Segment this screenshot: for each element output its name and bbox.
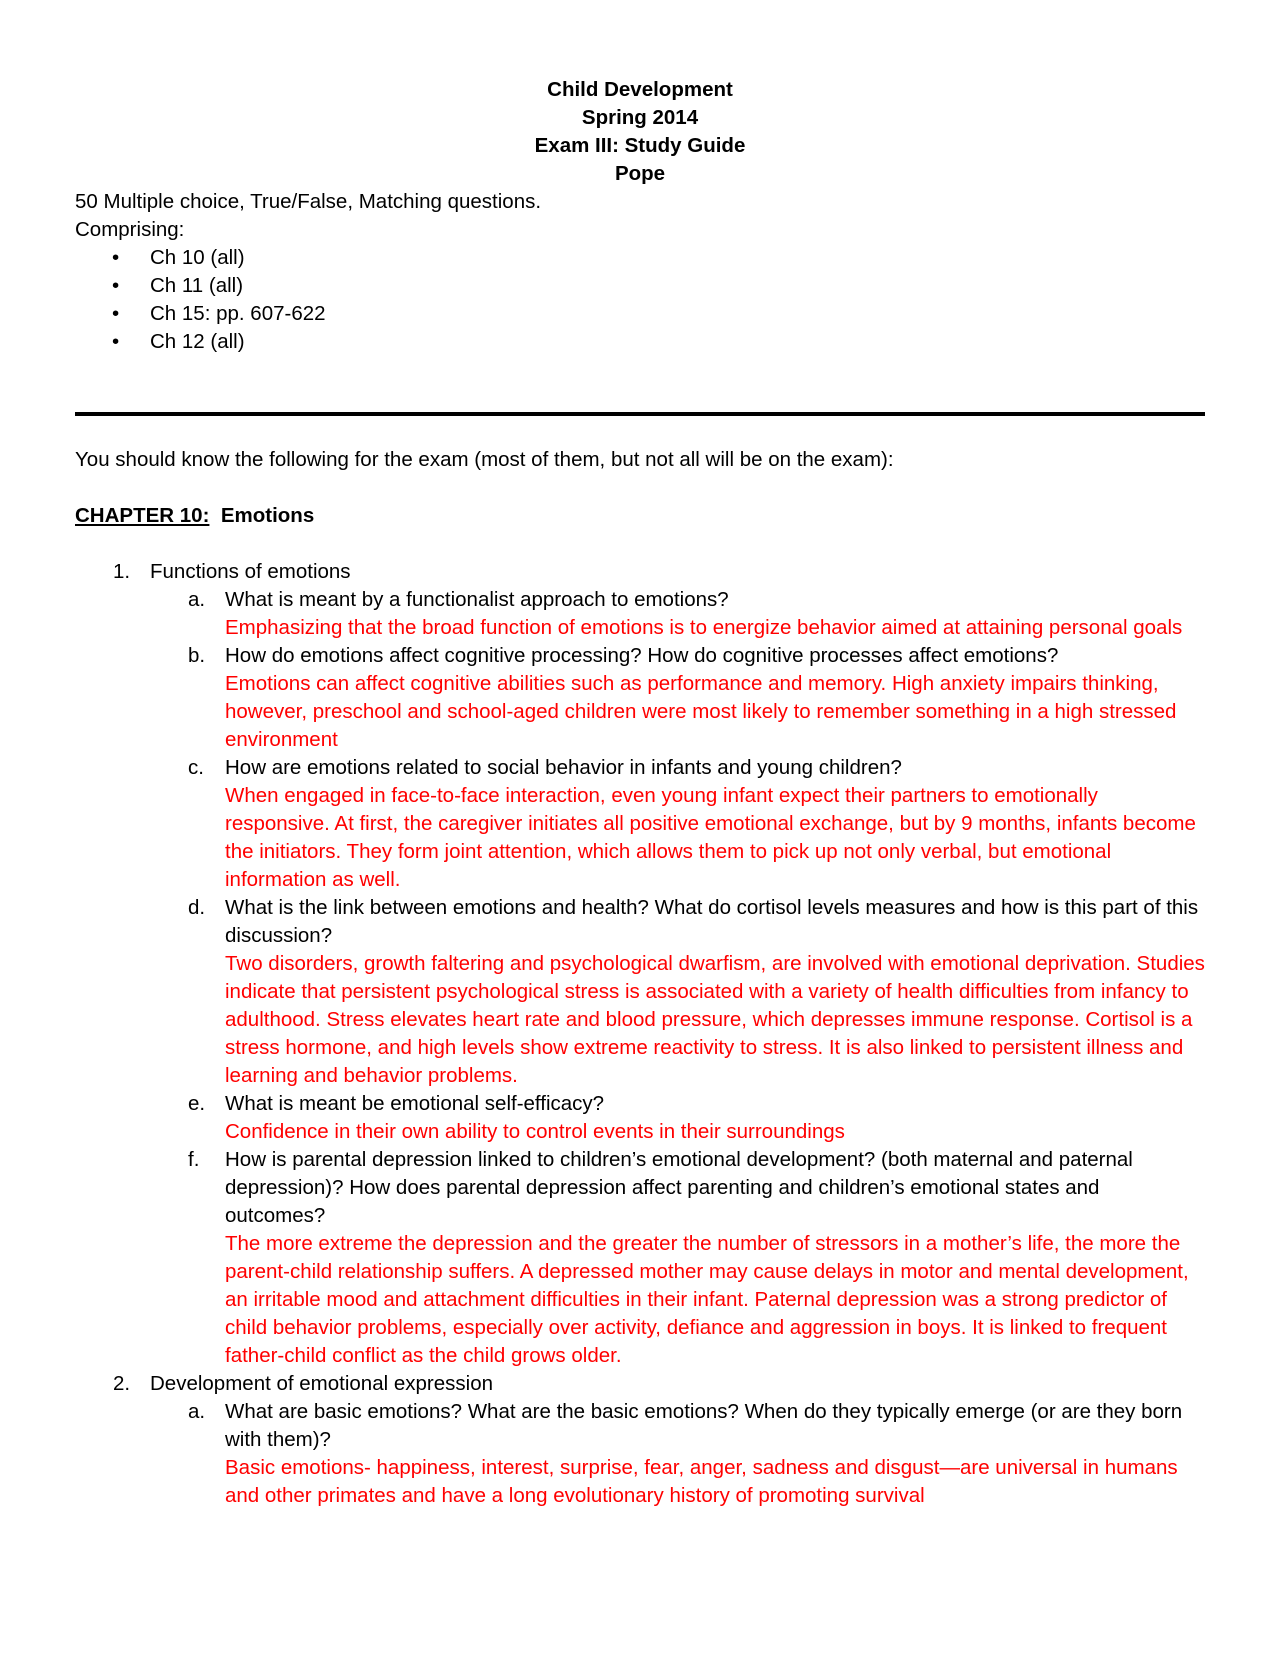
question-text: How do emotions affect cognitive processing? How do cognitive processes affect emotions?	[225, 644, 1059, 667]
section-divider	[75, 412, 1205, 416]
comprising-label: Comprising:	[75, 218, 185, 241]
document-page	[75, 76, 1205, 1510]
answer-text: Emotions can affect cognitive abilities such as performance and memory. High anxiety impairs thinking, however, preschool and school-aged children were most likely to remember something in a high stressed environment	[225, 672, 1177, 751]
answer-text: Confidence in their own ability to control events in their surroundings	[225, 1120, 845, 1143]
chapter-heading	[75, 502, 1205, 530]
item-letter: b.	[188, 644, 206, 667]
list-item: • Ch 15: pp. 607-622	[75, 300, 1205, 328]
bullet-icon: •	[112, 302, 120, 325]
topic-title: Development of emotional expression	[150, 1372, 493, 1395]
topic-list	[75, 558, 1205, 1510]
topic-functions-of-emotions	[75, 558, 1205, 586]
exam-title: Exam III: Study Guide	[534, 134, 746, 157]
course-title: Child Development	[547, 78, 733, 101]
answer-text: Emphasizing that the broad function of emotions is to energize behavior aimed at attaining personal goals	[225, 616, 1183, 639]
question-item	[75, 642, 1205, 754]
topic-number: 2.	[113, 1372, 131, 1395]
topic-development-of-emotional-expression	[75, 1370, 1205, 1398]
answer-text: Basic emotions- happiness, interest, surprise, fear, anger, sadness and disgust—are universal in humans and other primates and have a long evolutionary history of promoting survival	[225, 1456, 1178, 1507]
question-item	[75, 754, 1205, 894]
list-item: • Ch 10 (all)	[75, 244, 1205, 272]
item-letter: e.	[188, 1092, 206, 1115]
question-text: What are basic emotions? What are the basic emotions? When do they typically emerge (or are they born with them)?	[225, 1400, 1183, 1451]
answer-text: When engaged in face-to-face interaction, even young infant expect their partners to emotionally responsive. At first, the caregiver initiates all positive emotional exchange, but by 9 months, infants become the initiators. They form joint attention, which allows them to pick up not only verbal, but emotional information as well.	[225, 784, 1196, 891]
question-text: How is parental depression linked to children’s emotional development? (both maternal and paternal depression)? How does parental depression affect parenting and children’s emotional states and outcomes?	[225, 1148, 1133, 1227]
bullet-icon: •	[112, 330, 120, 353]
chapter-title: Emotions	[220, 504, 315, 527]
item-letter: c.	[188, 756, 204, 779]
item-letter: a.	[188, 1400, 206, 1423]
question-text: What is the link between emotions and health? What do cortisol levels measures and how is this part of this discussion?	[225, 896, 1199, 947]
answer-text: The more extreme the depression and the greater the number of stressors in a mother’s life, the more the parent-child relationship suffers. A depressed mother may cause delays in motor and mental development, an irritable mood and attachment difficulties in their infant. Paternal depression was a strong predictor of child behavior problems, especially over activity, defiance and aggression in boys. It is linked to frequent father-child conflict as the child grows older.	[225, 1232, 1189, 1367]
chapter-label: CHAPTER 10:	[75, 504, 210, 527]
title-block	[75, 76, 1205, 188]
list-item: • Ch 11 (all)	[75, 272, 1205, 300]
format-line: 50 Multiple choice, True/False, Matching questions.	[75, 190, 542, 213]
bullet-icon: •	[112, 246, 120, 269]
topic-number: 1.	[113, 560, 131, 583]
question-item	[75, 1146, 1205, 1370]
question-text: What is meant be emotional self-efficacy?	[225, 1092, 605, 1115]
question-text: What is meant by a functionalist approach to emotions?	[225, 588, 729, 611]
question-item	[75, 1398, 1205, 1510]
item-letter: d.	[188, 896, 206, 919]
chapters-covered-list	[75, 244, 1205, 356]
list-item: • Ch 12 (all)	[75, 328, 1205, 356]
bullet-icon: •	[112, 274, 120, 297]
term-line: Spring 2014	[581, 106, 699, 129]
intro-text: You should know the following for the exam (most of them, but not all will be on the exam):	[75, 448, 894, 471]
item-letter: a.	[188, 588, 206, 611]
question-item	[75, 894, 1205, 1090]
answer-text: Two disorders, growth faltering and psychological dwarfism, are involved with emotional deprivation. Studies indicate that persistent psychological stress is associated with a variety of health difficulties from infancy to adulthood. Stress elevates heart rate and blood pressure, which depresses immune response. Cortisol is a stress hormone, and high levels show extreme reactivity to stress. It is also linked to persistent illness and learning and behavior problems.	[225, 952, 1205, 1087]
item-letter: f.	[188, 1148, 200, 1171]
topic-title: Functions of emotions	[150, 560, 351, 583]
question-item	[75, 1090, 1205, 1146]
question-item	[75, 586, 1205, 642]
instructor-name: Pope	[614, 162, 666, 185]
question-text: How are emotions related to social behavior in infants and young children?	[225, 756, 902, 779]
